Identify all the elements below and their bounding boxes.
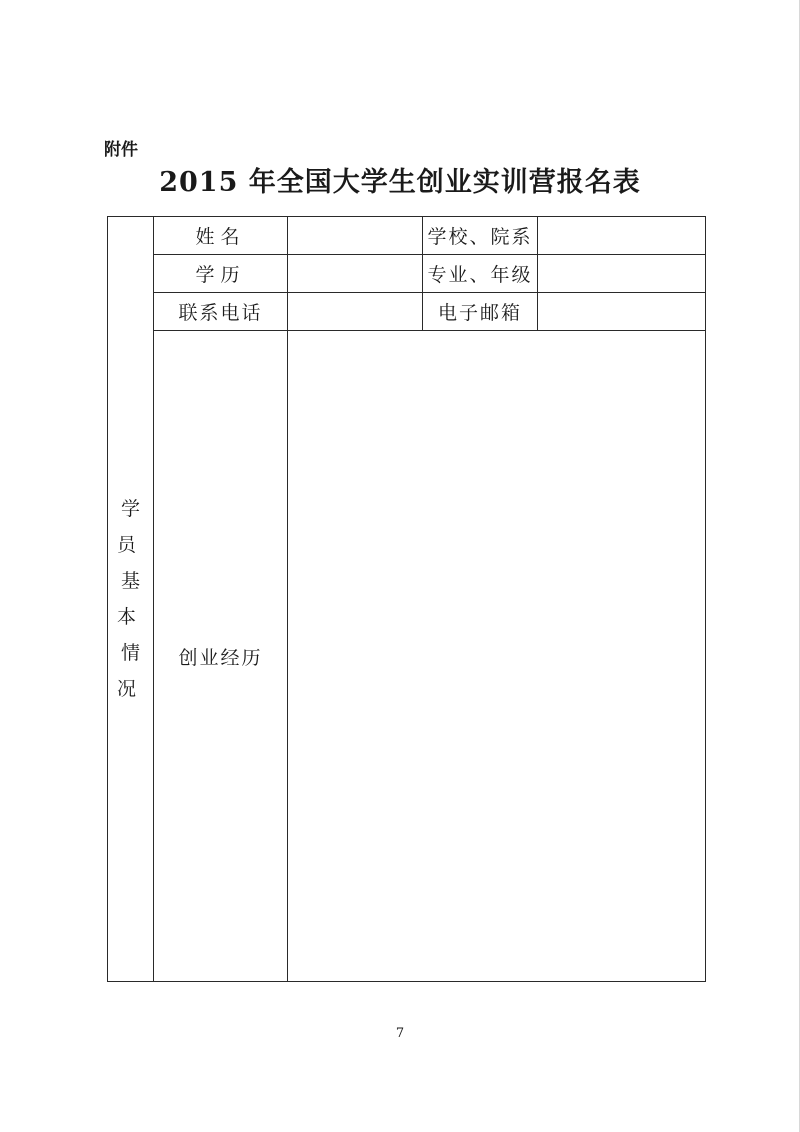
major-field[interactable] — [538, 255, 706, 293]
document-title: 2015 年全国大学生创业实训营报名表 — [159, 167, 641, 198]
section-label-line-3: 情况 — [116, 642, 148, 700]
section-label-line-1: 学员 — [116, 498, 148, 556]
phone-field[interactable] — [288, 293, 423, 331]
email-label: 电子邮箱 — [423, 293, 538, 331]
name-field[interactable] — [288, 217, 423, 255]
experience-field[interactable] — [288, 331, 706, 982]
form-row-name — [108, 217, 706, 255]
experience-label: 创业经历 — [154, 331, 288, 982]
attachment-label: 附件 — [104, 140, 138, 160]
education-label: 学历 — [154, 255, 288, 293]
education-field[interactable] — [288, 255, 423, 293]
section-label-line-2: 基本 — [116, 570, 148, 628]
major-label: 专业、年级 — [423, 255, 538, 293]
name-label: 姓名 — [154, 217, 288, 255]
phone-label: 联系电话 — [154, 293, 288, 331]
form-row-education — [108, 255, 706, 293]
registration-form-table — [107, 216, 706, 982]
form-row-phone — [108, 293, 706, 331]
school-field[interactable] — [538, 217, 706, 255]
page-number: 7 — [395, 1026, 405, 1041]
email-field[interactable] — [538, 293, 706, 331]
section-basic-info — [108, 217, 154, 982]
form-row-experience — [108, 331, 706, 982]
school-label: 学校、院系 — [423, 217, 538, 255]
